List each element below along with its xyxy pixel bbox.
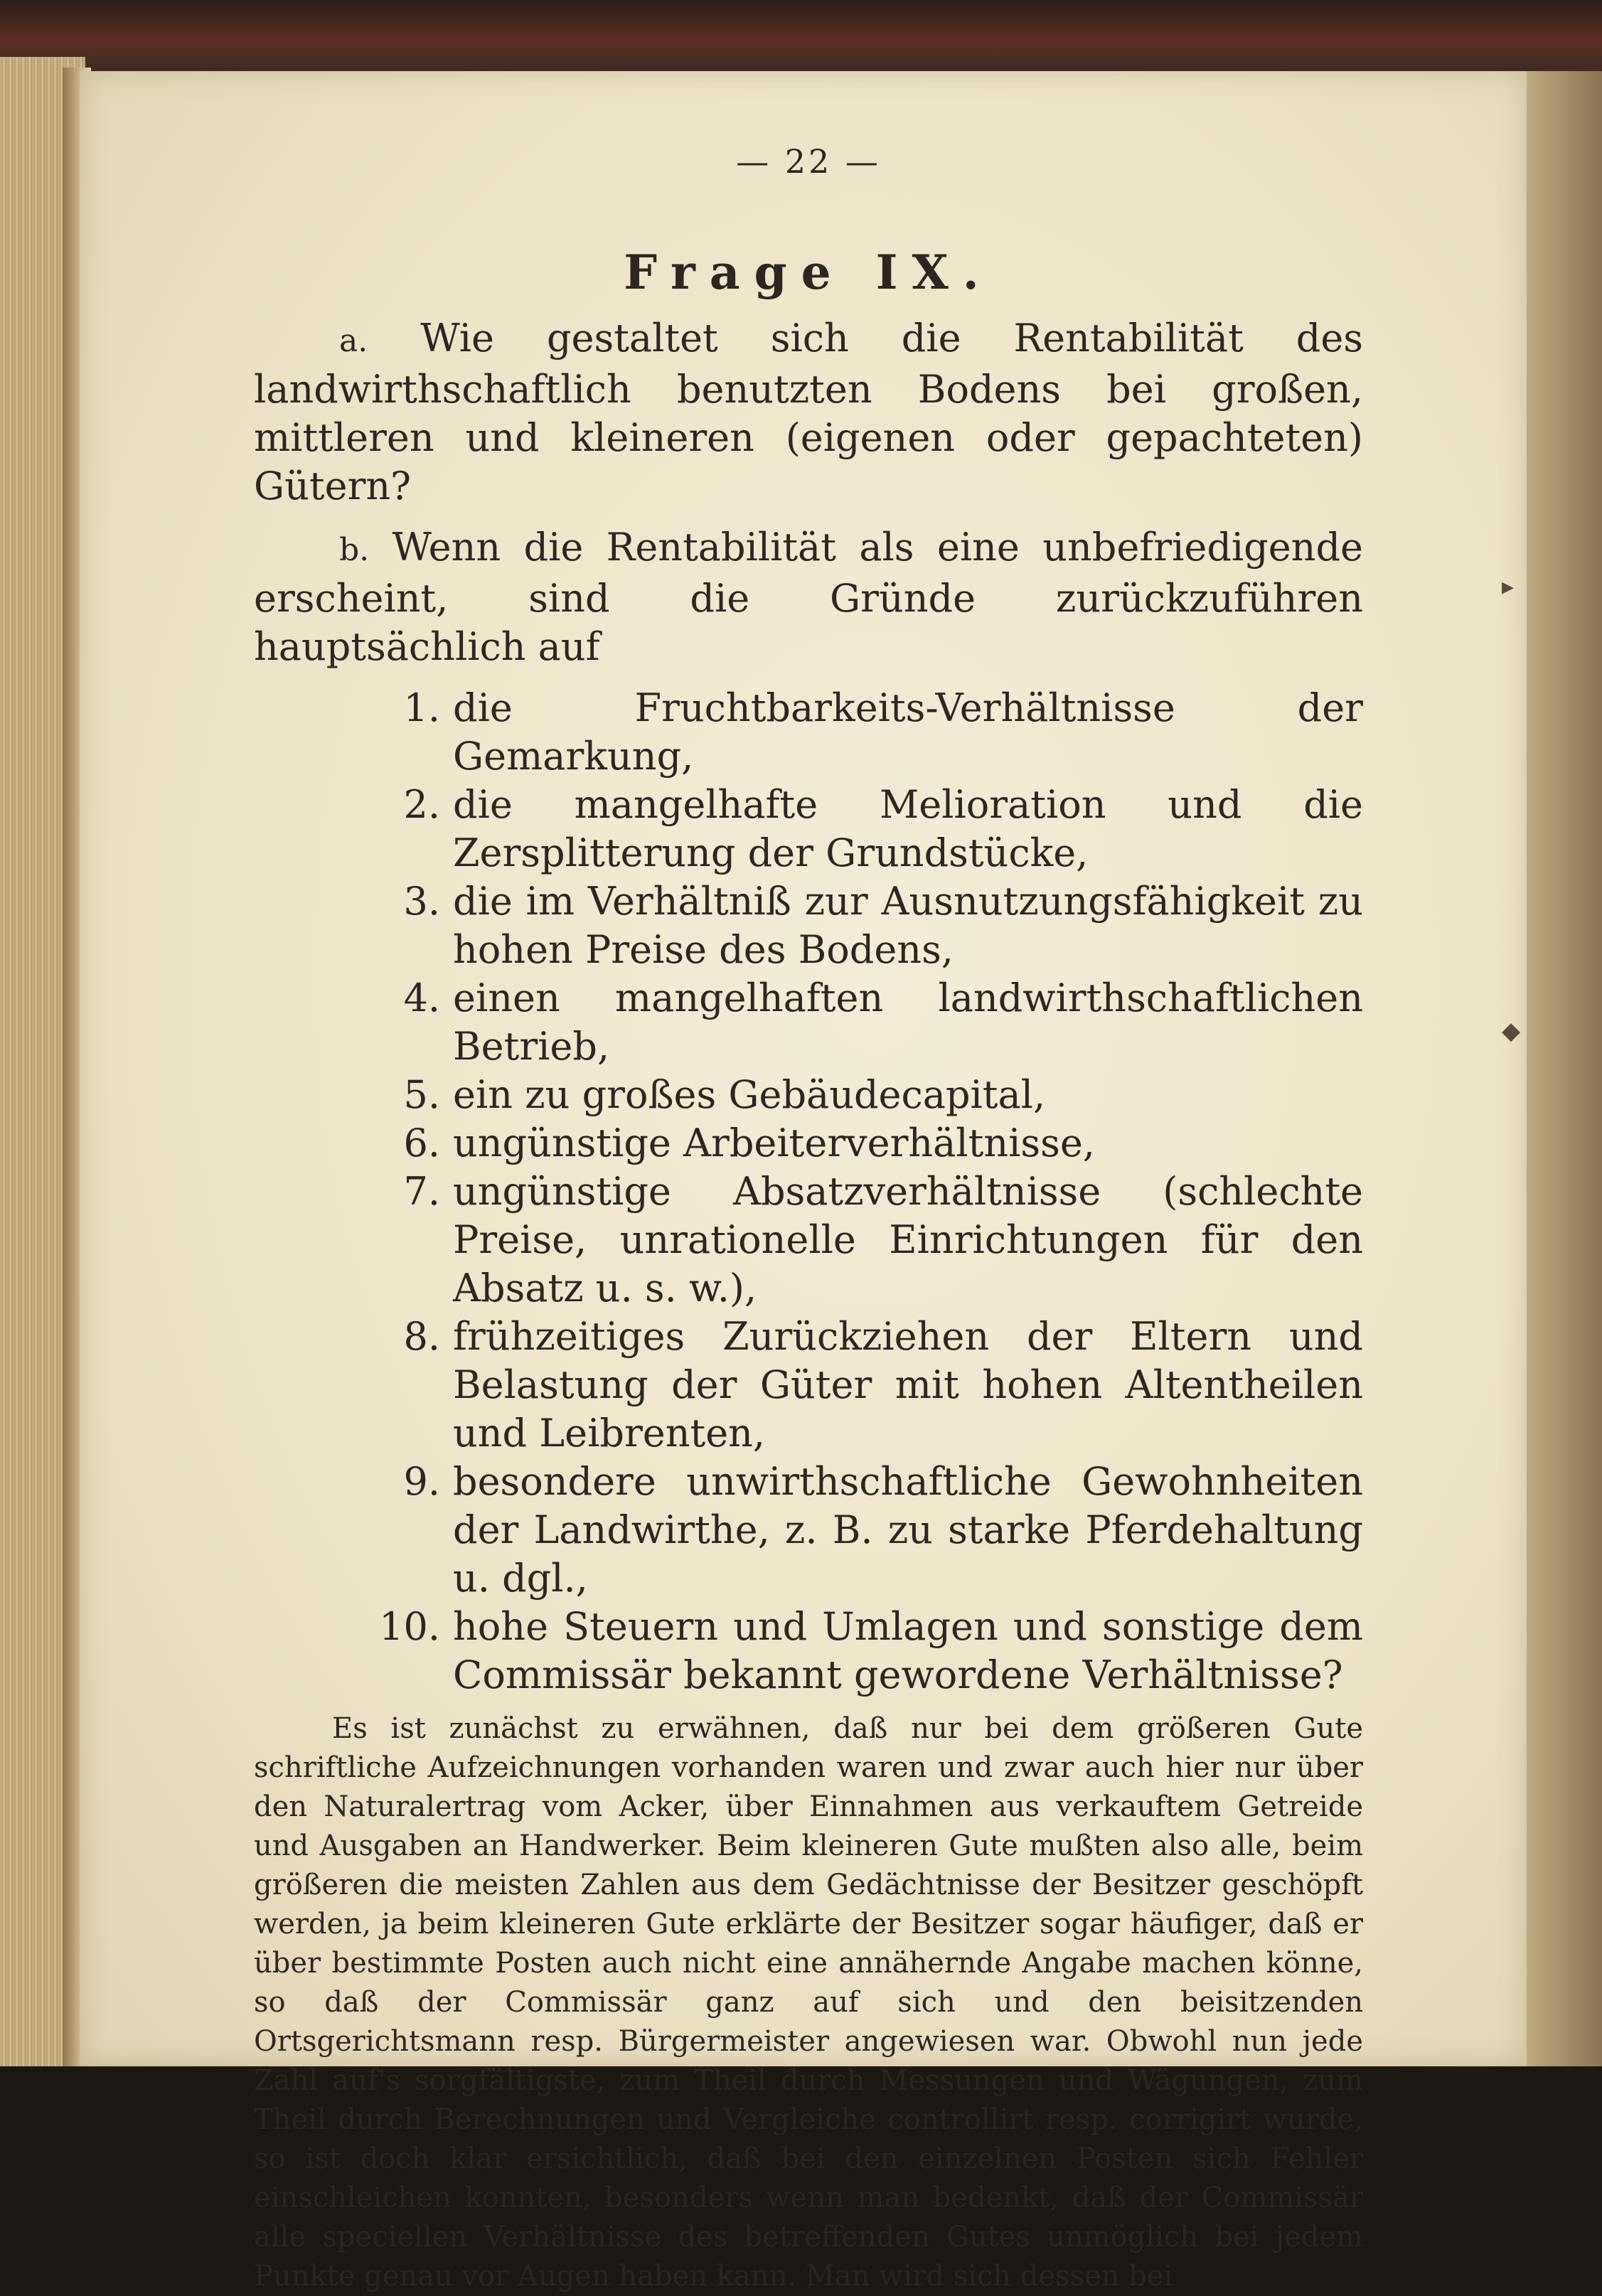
list-item <box>254 1603 1363 1699</box>
list-item-number: 2. <box>403 782 440 827</box>
question-b-letter: b. <box>339 532 370 568</box>
list-item <box>254 1119 1363 1168</box>
list-item-number: 7. <box>403 1169 440 1214</box>
list-item-text: hohe Steuern und Umlagen und sonstige dem Commissär bekannt gewordene Verhältnisse? <box>453 1604 1363 1697</box>
list-item-text: die im Verhältniß zur Ausnutzungsfähigkeit zu hohen Preise des Bodens, <box>453 879 1363 972</box>
reasons-list <box>254 684 1363 1699</box>
list-item <box>254 877 1363 974</box>
list-item-text: ein zu großes Gebäudecapital, <box>453 1072 1046 1117</box>
list-item-text: einen mangelhaften landwirthschaftlichen Betrieb, <box>453 976 1363 1069</box>
list-item-number: 10. <box>379 1604 440 1649</box>
section-heading: Frage IX. <box>624 245 993 300</box>
list-item <box>254 781 1363 877</box>
list-item-text: ungünstige Arbeiterverhältnisse, <box>453 1121 1095 1165</box>
list-item-number: 1. <box>403 685 440 730</box>
list-item-number: 5. <box>403 1072 440 1117</box>
margin-mark: ▸ <box>1502 572 1515 601</box>
list-item-number: 6. <box>403 1121 440 1165</box>
question-b <box>254 523 1363 671</box>
list-item-text: frühzeitiges Zurückziehen der Eltern und Belastung der Güter mit hohen Altentheilen und Leibrenten, <box>453 1314 1363 1456</box>
list-item <box>254 974 1363 1071</box>
list-item-text: ungünstige Absatzverhältnisse (schlechte Preise, unrationelle Einrichtungen für den Absatz u. s. w.), <box>453 1169 1363 1310</box>
list-item <box>254 1071 1363 1119</box>
question-a-text: Wie gestaltet sich die Rentabilität des landwirthschaftlich benutzten Bodens bei großen, mittleren und kleineren (eigenen oder gepachteten) Gütern? <box>254 316 1363 508</box>
list-item-number: 8. <box>403 1314 440 1359</box>
list-item-text: besondere unwirthschaftliche Gewohnheiten der Landwirthe, z. B. zu starke Pferdehaltung u. dgl., <box>453 1459 1363 1601</box>
list-item <box>254 1458 1363 1603</box>
question-a <box>254 314 1363 511</box>
question-a-letter: a. <box>339 323 368 359</box>
page-content <box>254 142 1363 2296</box>
list-item <box>254 1168 1363 1313</box>
answer-paragraph: Es ist zunächst zu erwähnen, daß nur bei dem größeren Gute schriftliche Aufzeichnungen vorhanden waren und zwar auch hier nur über den Naturalertrag vom Acker, über Einnahmen aus verkauftem Getreide und Ausgaben an Handwerker. Beim kleineren Gute mußten also alle, beim größeren die meisten Zahlen aus dem Gedächtnisse der Besitzer geschöpft werden, ja beim kleineren Gute erklärte der Besitzer sogar häufiger, daß er über bestimmte Posten auch nicht eine annähernde Angabe machen könne, so daß der Commissär ganz auf sich und den beisitzenden Ortsgerichtsmann resp. Bürgermeister angewiesen war. Obwohl nun jede Zahl auf's sorgfältigste, zum Theil durch Messungen und Wägungen, zum Theil durch Berechnungen und Vergleiche controllirt resp. corrigirt wurde, so ist doch klar ersichtlich, daß bei den einzelnen Posten sich Fehler einschleichen konnten, besonders wenn man bedenkt, daß der Commissär alle speciellen Verhältnisse des betreffenden Gutes unmöglich bei jedem Punkte genau vor Augen haben kann. Man wird sich dessen bei <box>254 1712 1363 2292</box>
question-b-text: Wenn die Rentabilität als eine unbefriedigende erscheint, sind die Gründe zurückzuführen hauptsächlich auf <box>254 525 1363 669</box>
margin-mark: ◆ <box>1502 1017 1521 1045</box>
list-item-number: 4. <box>403 976 440 1020</box>
list-item-text: die Fruchtbarkeits-Verhältnisse der Gemarkung, <box>453 685 1363 779</box>
list-item-number: 9. <box>403 1459 440 1504</box>
page-number: — 22 — <box>736 142 881 181</box>
book-binding-edge <box>0 0 1602 75</box>
list-item-number: 3. <box>403 879 440 924</box>
list-item-text: die mangelhafte Melioration und die Zersplitterung der Grundstücke, <box>453 782 1363 875</box>
list-item <box>254 684 1363 781</box>
list-item <box>254 1313 1363 1458</box>
